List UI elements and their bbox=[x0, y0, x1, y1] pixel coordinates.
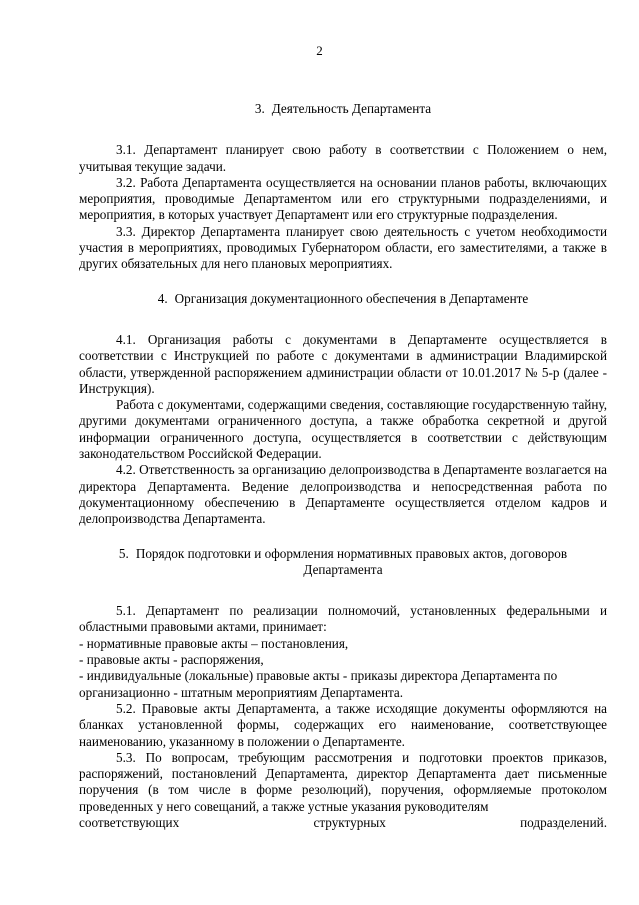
paragraph-4-2: 4.2. Ответственность за организацию делопроизводства в Департаменте возлагается на директора Департамента. Ведение делопроизводства и непосредственная работа по документационному обеспечению в Департаменте осуществляется отделом кадров и делопроизводства Департамента. bbox=[79, 462, 607, 527]
list-item-individual-acts: - индивидуальные (локальные) правовые акты - приказы директора Департамента по организационно - штатным мероприятиям Департамента. bbox=[79, 668, 558, 700]
section-3-title: Деятельность Департамента bbox=[271, 101, 432, 116]
paragraph-5-1: 5.1. Департамент по реализации полномочий, установленных федеральными и областными правовыми актами, принимает: bbox=[79, 603, 607, 635]
paragraph-5-3: 5.3. По вопросам, требующим рассмотрения и подготовки проектов приказов, распоряжений, постановлений Департамента, директор Департамента дает письменные поручения (в том числе в форме резолюций), поручения, оформляемые протоколом проведенных у него совещаний, а также устные указания руководителям bbox=[79, 749, 607, 814]
section-4-title: Организация документационного обеспечения в Департаменте bbox=[174, 290, 529, 306]
list-item-legal-acts: - правовые акты - распоряжения, bbox=[79, 652, 264, 668]
section-5-heading bbox=[79, 546, 607, 562]
paragraph-3-2: 3.2. Работа Департамента осуществляется на основании планов работы, включающих мероприятия, проводимые Департаментом или его структурными подразделениями, и мероприятия, в которых участвует Департамент или его структурные подразделения. bbox=[79, 174, 607, 223]
section-4-heading bbox=[79, 291, 607, 307]
paragraph-4-1-secret: Работа с документами, содержащими сведения, составляющие государственную тайну, другими документами ограниченного доступа, а также обработка секретной и другой информации ограниченного доступа, осуществляется в соответствии с действующим законодательством Российской Федерации. bbox=[79, 397, 607, 462]
list-item-normative-acts: - нормативные правовые акты – постановления, bbox=[79, 635, 349, 651]
paragraph-3-3: 3.3. Директор Департамента планирует свою деятельность с учетом необходимости участия в мероприятиях, проводимых Губернатором области, его заместителями, а также в других обязательных для него плановых мероприятиях. bbox=[79, 223, 607, 272]
section-5-title-line1: Порядок подготовки и оформления нормативных правовых актов, договоров bbox=[135, 545, 568, 561]
page-number: 2 bbox=[316, 43, 323, 58]
paragraph-4-1: 4.1. Организация работы с документами в Департаменте осуществляется в соответствии с Инструкцией по работе с документами в администрации Владимирской области, утвержденной распоряжением администрации области от 10.01.2017 № 5-р (далее - Инструкция). bbox=[79, 331, 607, 396]
paragraph-5-2: 5.2. Правовые акты Департамента, а также исходящие документы оформляются на бланках установленной формы, содержащих его наименование, соответствующее наименованию, указанному в положении о Департаменте. bbox=[79, 700, 607, 749]
section-5-title-line2: Департамента bbox=[303, 561, 383, 577]
section-3-heading bbox=[79, 101, 607, 117]
document-body bbox=[79, 101, 607, 831]
paragraph-3-1: 3.1. Департамент планирует свою работу в соответствии с Положением о нем, учитывая текущие задачи. bbox=[79, 142, 607, 174]
section-4-number: 4. bbox=[157, 290, 168, 306]
paragraph-5-3-last-line: соответствующих структурных подразделений. bbox=[79, 814, 607, 830]
section-3-number: 3. bbox=[254, 101, 265, 116]
section-5-number: 5. bbox=[118, 545, 129, 561]
